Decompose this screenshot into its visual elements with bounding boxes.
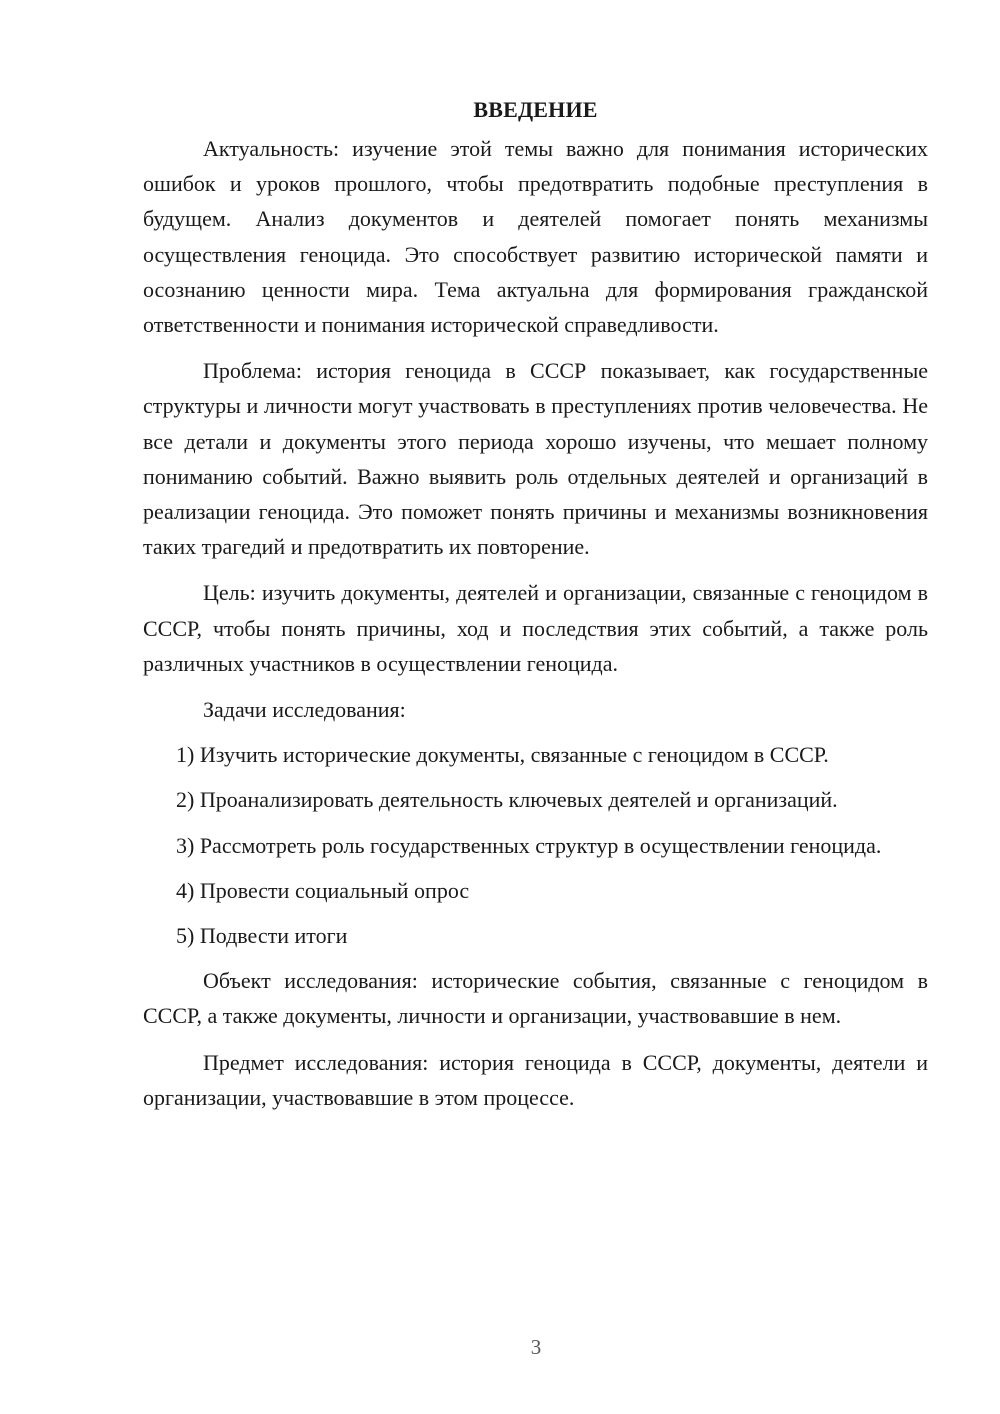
page-content <box>143 94 928 1126</box>
tasks-heading: Задачи исследования: <box>203 697 406 723</box>
subject-paragraph: Предмет исследования: история геноцида в СССР, документы, деятели и организации, участвовавшие в этом процессе. <box>143 1049 928 1110</box>
problem-paragraph: Проблема: история геноцида в СССР показывает, как государственные структуры и личности могут участвовать в преступлениях против человечества. Не все детали и документы этого периода хорошо изучены, что мешает полному пониманию событий. Важно выявить роль отдельных деятелей и организаций в реализации геноцида. Это поможет понять причины и механизмы возникновения таких трагедий и предотвратить их повторение. <box>143 358 928 560</box>
page-title: ВВЕДЕНИЕ <box>473 97 598 122</box>
task-item: 4) Провести социальный опрос <box>176 877 470 903</box>
task-item: 3) Рассмотреть роль государственных структур в осуществлении геноцида. <box>176 832 882 858</box>
object-paragraph: Объект исследования: исторические события, связанные с геноцидом в СССР, а также документы, личности и организации, участвовавшие в нем. <box>143 968 928 1029</box>
page-number: 3 <box>530 1335 542 1359</box>
relevance-paragraph: Актуальность: изучение этой темы важно для понимания исторических ошибок и уроков прошлого, чтобы предотвратить подобные преступления в будущем. Анализ документов и деятелей помогает понять механизмы осуществления геноцида. Это способствует развитию исторической памяти и осознанию ценности мира. Тема актуальна для формирования гражданской ответственности и понимания исторической справедливости. <box>143 136 928 338</box>
task-item: 1) Изучить исторические документы, связанные с геноцидом в СССР. <box>176 742 829 768</box>
goal-paragraph: Цель: изучить документы, деятелей и организации, связанные с геноцидом в СССР, чтобы понять причины, ход и последствия этих событий, а также роль различных участников в осуществлении геноцида. <box>143 580 928 676</box>
task-item: 5) Подвести итоги <box>176 923 348 949</box>
task-item: 2) Проанализировать деятельность ключевых деятелей и организаций. <box>176 787 838 813</box>
